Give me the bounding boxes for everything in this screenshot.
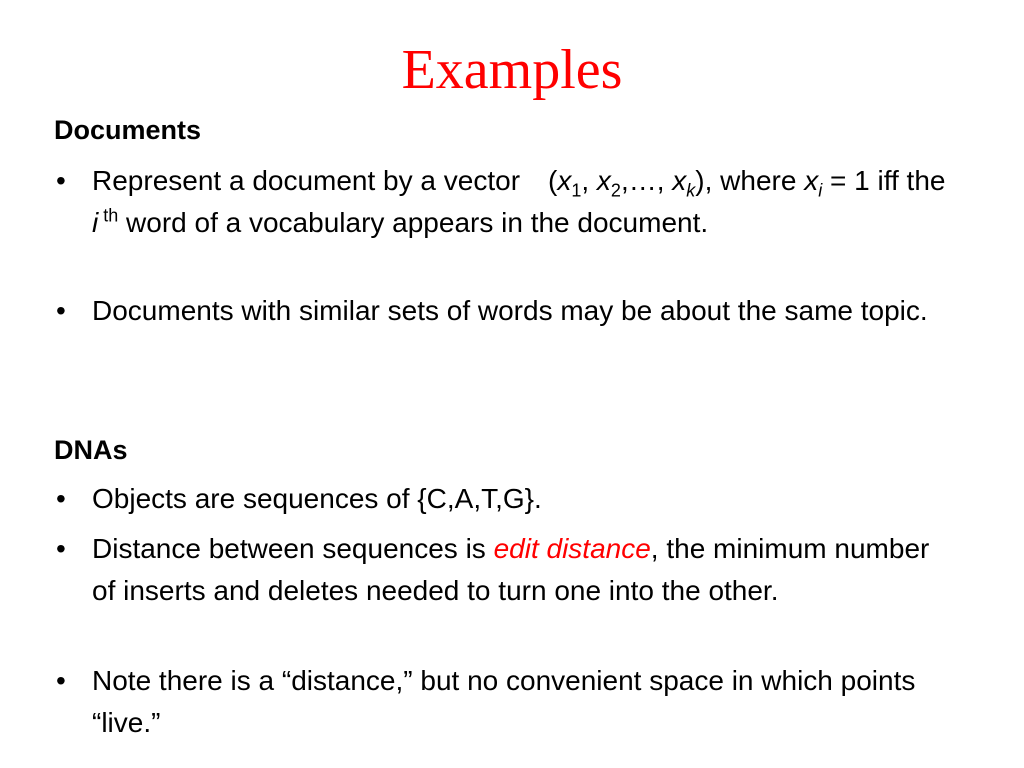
bullet-icon: • (56, 165, 66, 196)
list-item-sequences (56, 478, 956, 520)
bullet-text: Objects are sequences of {C,A,T,G}. (92, 483, 542, 514)
section-heading-documents: Documents (54, 115, 202, 145)
list-item-similar-documents (56, 290, 956, 332)
bullet-text: Distance between sequences is edit distance, the minimum number of inserts and deletes needed to turn one into the other. (92, 533, 930, 606)
bullet-icon: • (56, 533, 66, 564)
bullet-icon: • (56, 295, 66, 326)
list-item-document-vector (56, 160, 956, 244)
section-heading-dnas: DNAs (54, 435, 128, 465)
bullet-text: Documents with similar sets of words may be about the same topic. (92, 295, 928, 326)
bullet-icon: • (56, 483, 66, 514)
bullet-text: Represent a document by a vector ($x_1$, $x_2,\dots$, $x_k$), where $x_i = 1$ iff the i $^{th}$ word of a vocabulary appears in the document. (92, 165, 946, 238)
list-item-edit-distance (56, 528, 956, 612)
bullet-icon: • (56, 665, 66, 696)
slide-title: Examples (401, 39, 623, 101)
bullet-text: Note there is a “distance,” but no convenient space in which points “live.” (92, 665, 916, 738)
edit-distance-term: edit distance (493, 533, 651, 564)
list-item-distance-note (56, 660, 956, 744)
